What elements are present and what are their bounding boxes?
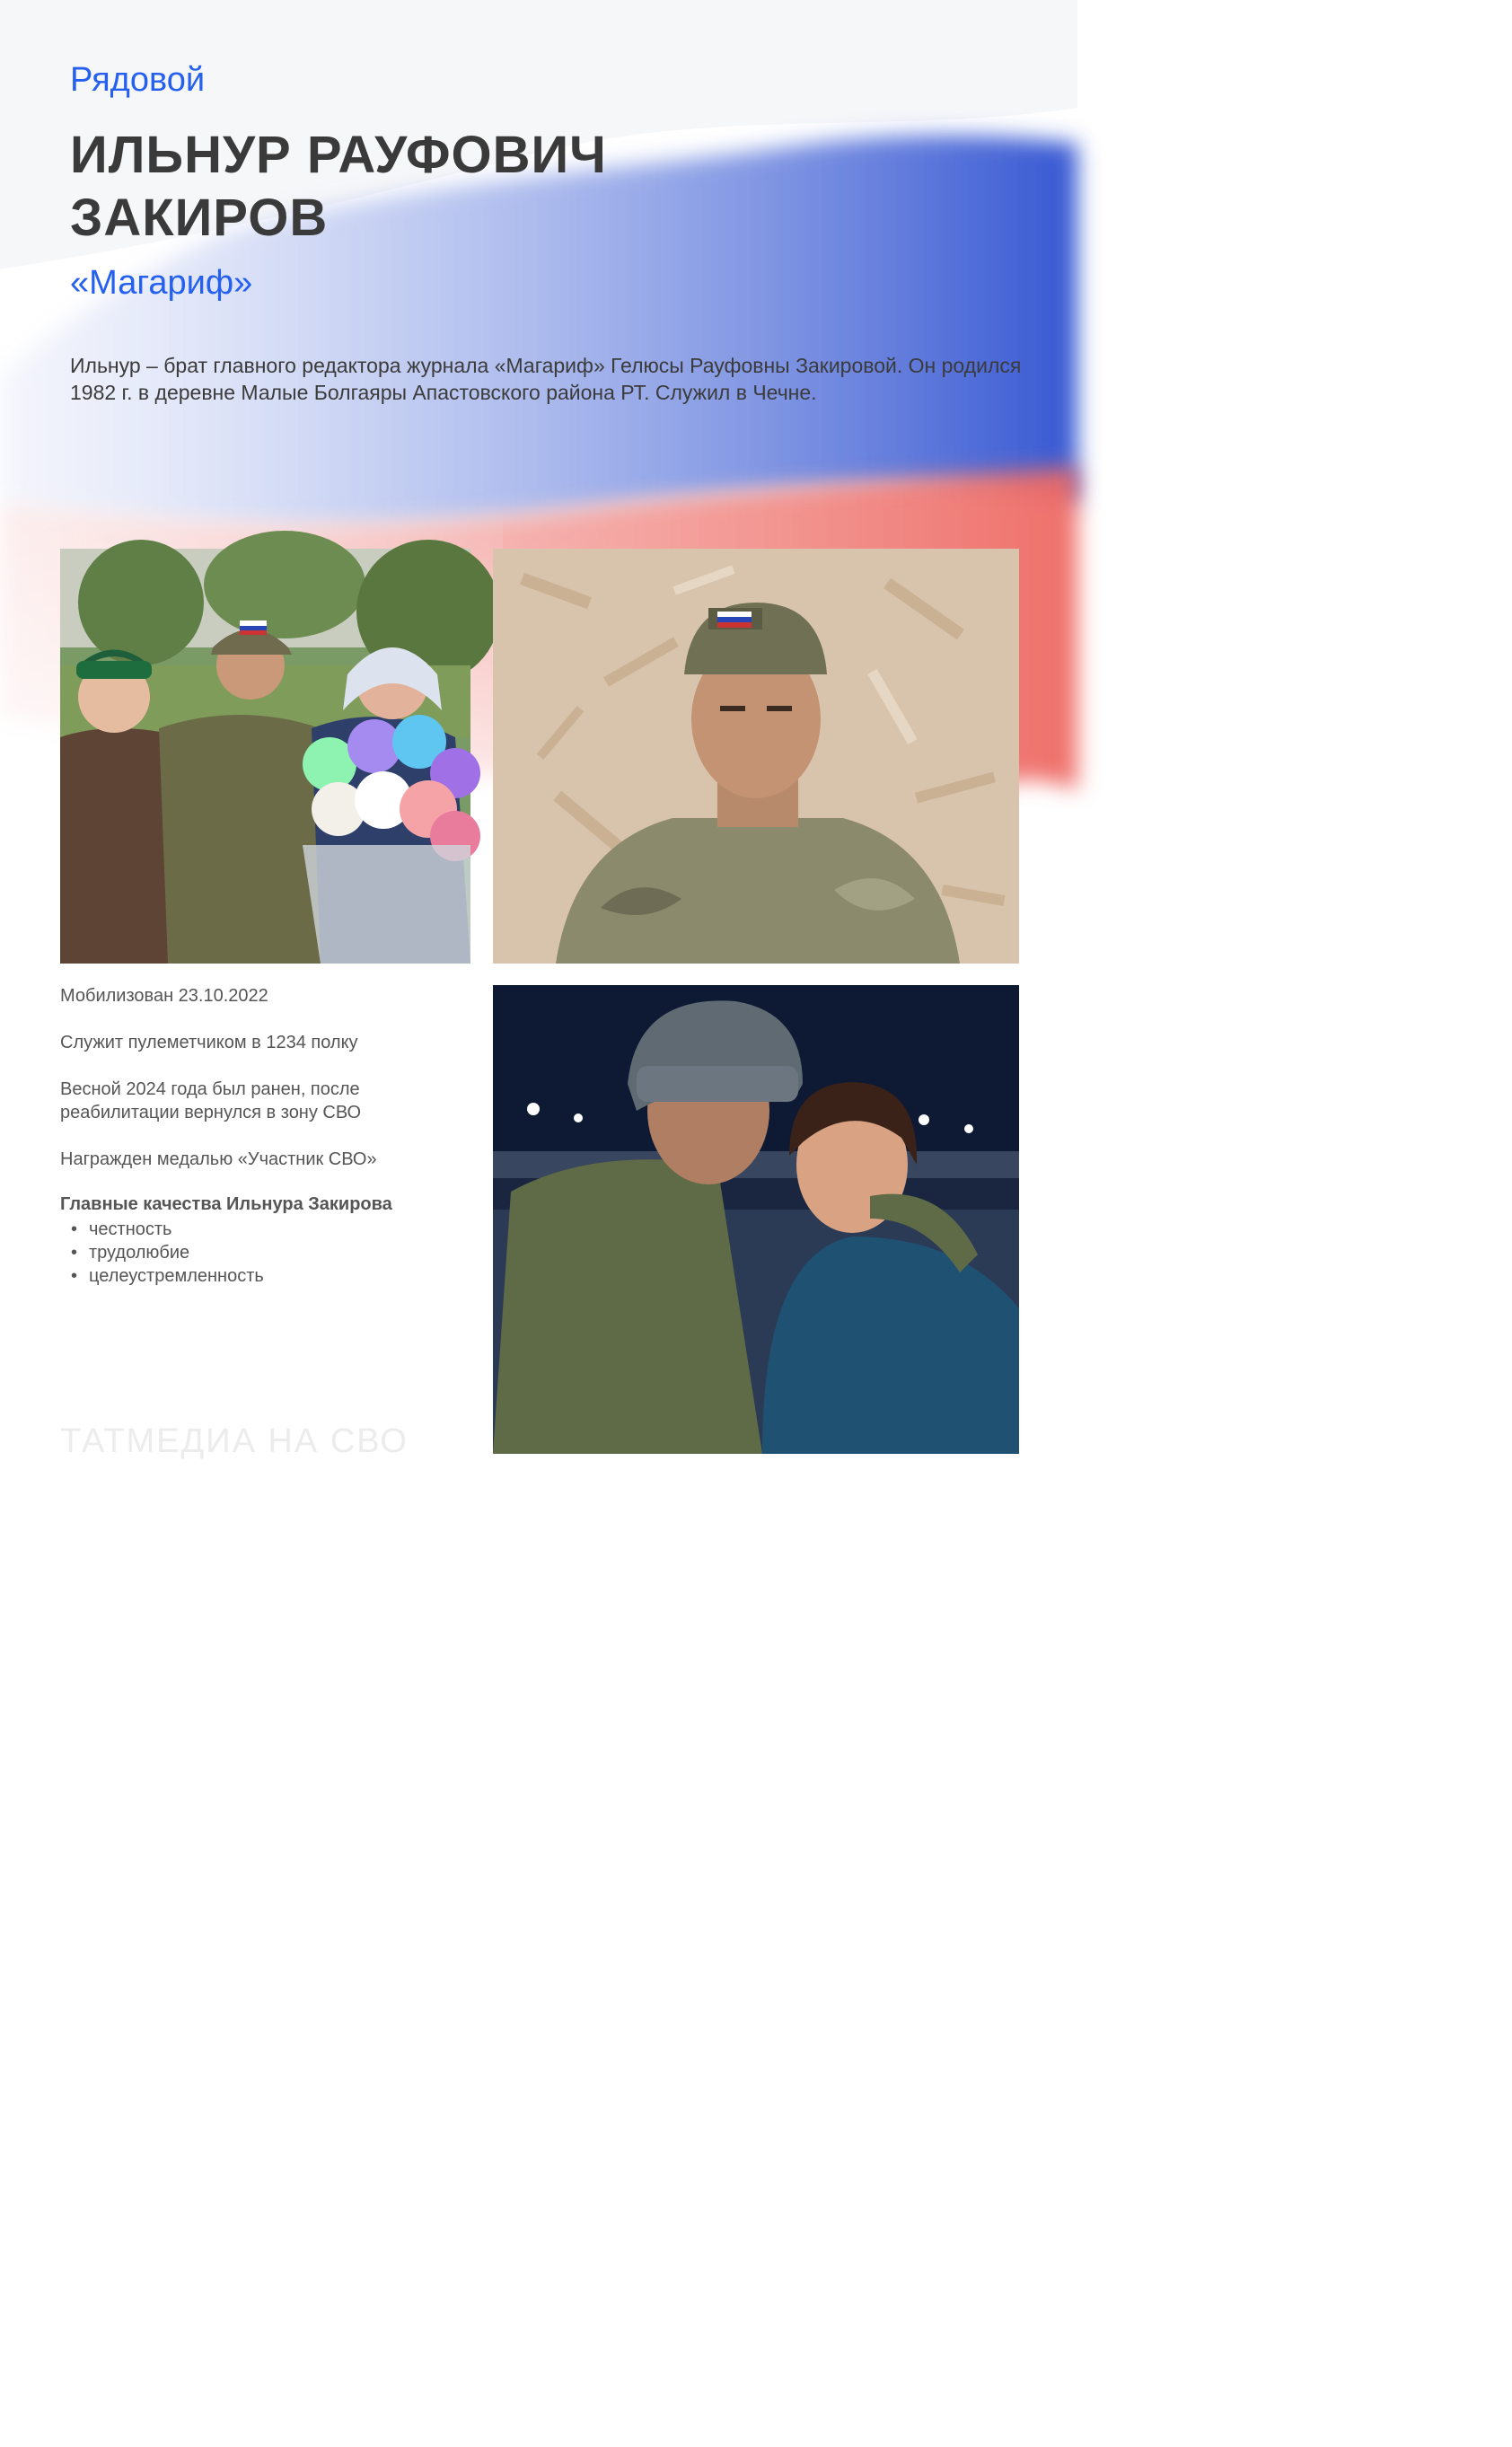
couple-photo: [493, 985, 1510, 2443]
person-name: [70, 124, 752, 250]
qualities-title: Главные качества Ильнура Закирова: [60, 1194, 392, 1214]
footer-brand: ТАТМЕДИА НА СВО: [60, 1422, 409, 1460]
service-facts: [60, 984, 464, 1288]
bullet-icon: •: [71, 1219, 78, 1239]
list-item: • честность: [71, 1219, 172, 1239]
family-photo: [60, 549, 470, 964]
fact-wounded: Весной 2024 года был ранен, после реабилитации вернулся в зону СВО: [60, 1079, 362, 1122]
biography-text: Ильнур – брат главного редактора журнала «Магариф» Гелюсы Рауфовны Закировой. Он родился 1982 г. в деревне Малые Болгаяры Апастовского района РТ. Служил в Чечне.: [70, 354, 1022, 404]
tatinfo-watermark: ТАТА ИНФО: [1436, 2386, 1510, 2443]
bullet-icon: •: [71, 1266, 78, 1286]
bullet-icon: •: [71, 1243, 78, 1263]
organization-label: «Магариф»: [70, 264, 253, 302]
rank-label: Рядовой: [70, 61, 206, 99]
portrait-photo: [493, 549, 1019, 964]
fact-mobilized: Мобилизован 23.10.2022: [60, 986, 268, 1006]
fact-service: Служит пулеметчиком в 1234 полку: [60, 1033, 358, 1052]
list-item: • трудолюбие: [71, 1243, 190, 1263]
qualities-list: [60, 1218, 464, 1288]
list-item: • целеустремленность: [71, 1266, 264, 1286]
fact-award: Награжден медалью «Участник СВО»: [60, 1149, 377, 1169]
name-line-2: ЗАКИРОВ: [70, 189, 329, 247]
name-line-1: ИЛЬНУР РАУФОВИЧ: [70, 126, 607, 184]
